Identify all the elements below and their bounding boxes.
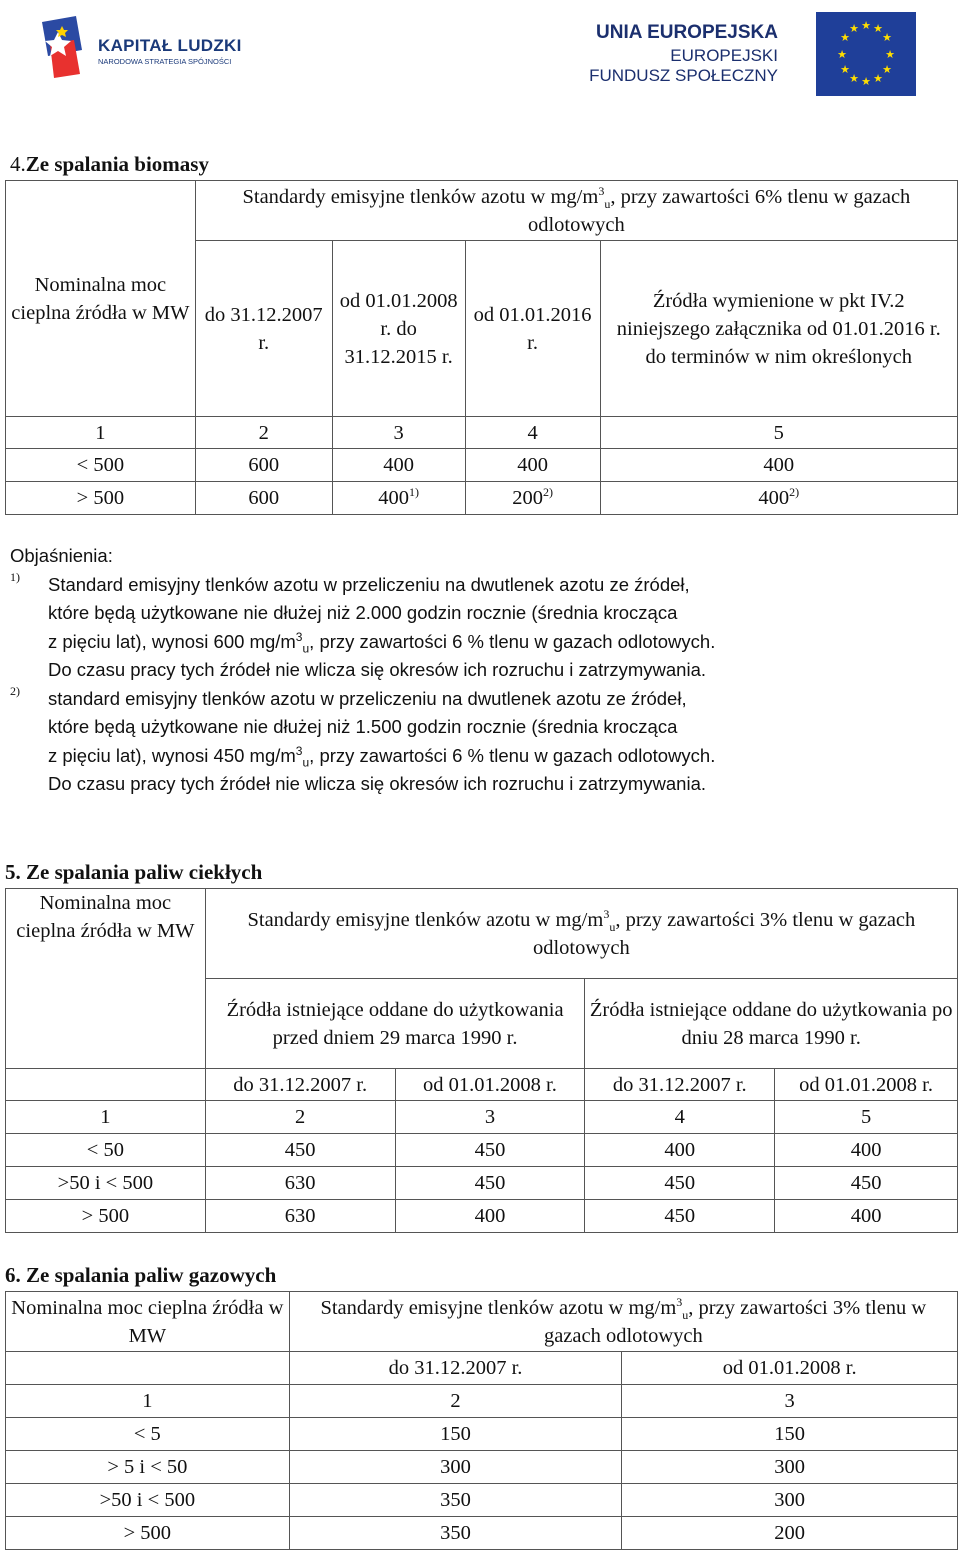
note-2-line: Do czasu pracy tych źródeł nie wlicza się okresów ich rozruchu i zatrzymywania. <box>48 773 707 794</box>
section6-table-row <box>6 1484 958 1517</box>
table-cell: 450 <box>205 1134 395 1167</box>
section5-number-cell: 5 <box>775 1101 958 1134</box>
note-2-line: które będą użytkowane nie dłużej niż 1.500 godzin rocznie (średnia krocząca <box>48 716 678 737</box>
section4-number-cell: 4 <box>465 417 600 449</box>
section4-title-text: Ze spalania biomasy <box>25 152 209 176</box>
notes-block <box>10 542 950 799</box>
note-2-line: z pięciu lat), wynosi 450 $mg/m^3_u$, przy zawartości 6 % tlenu w gazach odlotowych. <box>48 743 716 770</box>
section6-period-cell: do 31.12.2007 r. <box>289 1352 622 1385</box>
section5-group-before-1990: Źródła istniejące oddane do użytkowania przed dniem 29 marca 1990 r. <box>205 979 585 1069</box>
section5-number-cell: 3 <box>395 1101 585 1134</box>
section5-number-cell: 2 <box>205 1101 395 1134</box>
eu-logo-line1: UNIA EUROPEJSKA <box>596 22 778 43</box>
logo-title: KAPITAŁ LUDZKI <box>98 36 242 55</box>
table-cell: 400$^{2)}$ <box>600 482 957 515</box>
section4-period-4: Źródła wymienione w pkt IV.2 niniejszego załącznika od 01.01.2016 r. do terminów w nim określonych <box>600 241 957 417</box>
kapital-ludzki-logo <box>36 14 276 84</box>
table-cell: 450 <box>585 1200 775 1233</box>
kapital-ludzki-emblem-icon <box>36 14 92 80</box>
section5-col-header: Nominalna moc cieplna źródła w MW <box>6 889 206 1069</box>
table-cell: > 500 <box>6 1517 290 1550</box>
section5-period-cell: od 01.01.2008 r. <box>395 1069 585 1101</box>
section5-table-row <box>6 1200 958 1233</box>
logo-subtitle: NARODOWA STRATEGIA SPÓJNOŚCI <box>98 57 232 66</box>
section6-number-cell: 3 <box>622 1385 958 1418</box>
section6-number-cell: 1 <box>6 1385 290 1418</box>
section4-standard-header: Standardy emisyjne tlenków azotu w $mg/m^3_u$, przy zawartości 6% tlenu w gazach odlotowych <box>195 181 957 241</box>
table-cell: > 5 i < 50 <box>6 1451 290 1484</box>
table-cell: 630 <box>205 1200 395 1233</box>
section4-table <box>5 180 958 515</box>
table-cell: > 500 <box>6 482 196 515</box>
table-cell: 150 <box>289 1418 622 1451</box>
table-cell: 150 <box>622 1418 958 1451</box>
section4-period-1: do 31.12.2007 r. <box>195 241 332 417</box>
section6-number-row <box>6 1385 958 1418</box>
section5-table-row <box>6 1134 958 1167</box>
table-cell: 600 <box>195 449 332 482</box>
section5-group-after-1990: Źródła istniejące oddane do użytkowania po dniu 28 marca 1990 r. <box>585 979 958 1069</box>
table-cell: 450 <box>775 1167 958 1200</box>
svg-text:★: ★ <box>873 22 883 35</box>
notes-heading: Objaśnienia: <box>10 545 113 566</box>
svg-text:★: ★ <box>840 63 850 76</box>
note-2-line: 2) standard emisyjny tlenków azotu w przeliczeniu na dwutlenek azotu ze źródeł, <box>10 685 950 714</box>
table-cell: 400 <box>585 1134 775 1167</box>
eu-logo-line2: EUROPEJSKI <box>670 46 778 65</box>
section5-number: 5. <box>5 860 21 884</box>
table-cell: 400 <box>332 449 465 482</box>
table-cell: 400$^{1)}$ <box>332 482 465 515</box>
table-cell: 400 <box>395 1200 585 1233</box>
section6-table-row <box>6 1418 958 1451</box>
svg-text:★: ★ <box>882 31 892 44</box>
table-cell <box>6 1352 290 1385</box>
section5-title <box>5 860 262 885</box>
section5-standard-header: Standardy emisyjne tlenków azotu w $mg/m^3_u$, przy zawartości 3% tlenu w gazach odlotowych <box>205 889 957 979</box>
table-cell: 600 <box>195 482 332 515</box>
section4-period-3: od 01.01.2016 r. <box>465 241 600 417</box>
section5-number-row <box>6 1101 958 1134</box>
svg-text:★: ★ <box>861 75 871 88</box>
section5-table <box>5 888 958 1233</box>
svg-text:★: ★ <box>849 72 859 85</box>
table-cell: < 50 <box>6 1134 206 1167</box>
section4-col-header: Nominalna moc cieplna źródła w MW <box>6 181 196 417</box>
table-cell: 450 <box>395 1167 585 1200</box>
section4-number-cell: 5 <box>600 417 957 449</box>
svg-text:★: ★ <box>861 19 871 32</box>
section4-period-2: od 01.01.2008 r. do 31.12.2015 r. <box>332 241 465 417</box>
section5-title-text: Ze spalania paliw ciekłych <box>26 860 263 884</box>
table-cell: 400 <box>775 1200 958 1233</box>
section6-table-row <box>6 1517 958 1550</box>
eu-logo-line3: FUNDUSZ SPOŁECZNY <box>589 66 778 85</box>
section6-number-cell: 2 <box>289 1385 622 1418</box>
table-cell: 350 <box>289 1484 622 1517</box>
note-1-line: 1) Standard emisyjny tlenków azotu w przeliczeniu na dwutlenek azotu ze źródeł, <box>10 571 950 600</box>
note-1-marker: 1) <box>10 569 20 584</box>
table-cell: < 5 <box>6 1418 290 1451</box>
section5-period-cell: do 31.12.2007 r. <box>585 1069 775 1101</box>
section4-title <box>10 152 209 177</box>
section4-number: 4. <box>10 152 26 176</box>
svg-text:★: ★ <box>837 48 847 61</box>
section4-number-cell: 1 <box>6 417 196 449</box>
section6-period-cell: od 01.01.2008 r. <box>622 1352 958 1385</box>
table-cell: 350 <box>289 1517 622 1550</box>
section6-col-header: Nominalna moc cieplna źródła w MW <box>6 1292 290 1352</box>
svg-text:★: ★ <box>840 31 850 44</box>
section6-title-text: Ze spalania paliw gazowych <box>26 1263 277 1287</box>
section6-standard-header: Standardy emisyjne tlenków azotu w $mg/m^3_u$, przy zawartości 3% tlenu w gazach odlotowych <box>289 1292 957 1352</box>
table-cell: 450 <box>395 1134 585 1167</box>
svg-text:★: ★ <box>873 72 883 85</box>
section4-number-cell: 2 <box>195 417 332 449</box>
section5-period-cell: od 01.01.2008 r. <box>775 1069 958 1101</box>
note-1-line: z pięciu lat), wynosi 600 $mg/m^3_u$, przy zawartości 6 % tlenu w gazach odlotowych. <box>48 629 716 656</box>
eu-flag-icon <box>816 12 916 96</box>
svg-text:★: ★ <box>885 48 895 61</box>
table-cell: 400 <box>465 449 600 482</box>
section4-table-row <box>6 482 958 515</box>
table-cell: 450 <box>585 1167 775 1200</box>
section4-number-cell: 3 <box>332 417 465 449</box>
section4-number-row <box>6 417 958 449</box>
table-cell: 400 <box>775 1134 958 1167</box>
section5-period-cell: do 31.12.2007 r. <box>205 1069 395 1101</box>
section6-table <box>5 1291 958 1550</box>
table-cell: 400 <box>600 449 957 482</box>
note-2-marker: 2) <box>10 683 20 698</box>
section6-table-row <box>6 1451 958 1484</box>
table-cell: 300 <box>289 1451 622 1484</box>
section5-table-row <box>6 1167 958 1200</box>
table-cell: >50 i < 500 <box>6 1484 290 1517</box>
note-1-line: które będą użytkowane nie dłużej niż 2.000 godzin rocznie (średnia krocząca <box>48 602 678 623</box>
section6-title <box>5 1263 276 1288</box>
section6-number: 6. <box>5 1263 21 1287</box>
svg-text:★: ★ <box>882 63 892 76</box>
eu-logo <box>589 12 920 98</box>
table-cell: 630 <box>205 1167 395 1200</box>
table-cell: 200 <box>622 1517 958 1550</box>
section5-number-cell: 4 <box>585 1101 775 1134</box>
table-cell <box>6 1069 206 1101</box>
table-cell: 300 <box>622 1484 958 1517</box>
section4-table-row <box>6 449 958 482</box>
section5-number-cell: 1 <box>6 1101 206 1134</box>
table-cell: < 500 <box>6 449 196 482</box>
note-1-line: Do czasu pracy tych źródeł nie wlicza się okresów ich rozruchu i zatrzymywania. <box>48 659 707 680</box>
svg-text:★: ★ <box>849 22 859 35</box>
table-cell: 200$^{2)}$ <box>465 482 600 515</box>
table-cell: >50 i < 500 <box>6 1167 206 1200</box>
table-cell: 300 <box>622 1451 958 1484</box>
table-cell: > 500 <box>6 1200 206 1233</box>
